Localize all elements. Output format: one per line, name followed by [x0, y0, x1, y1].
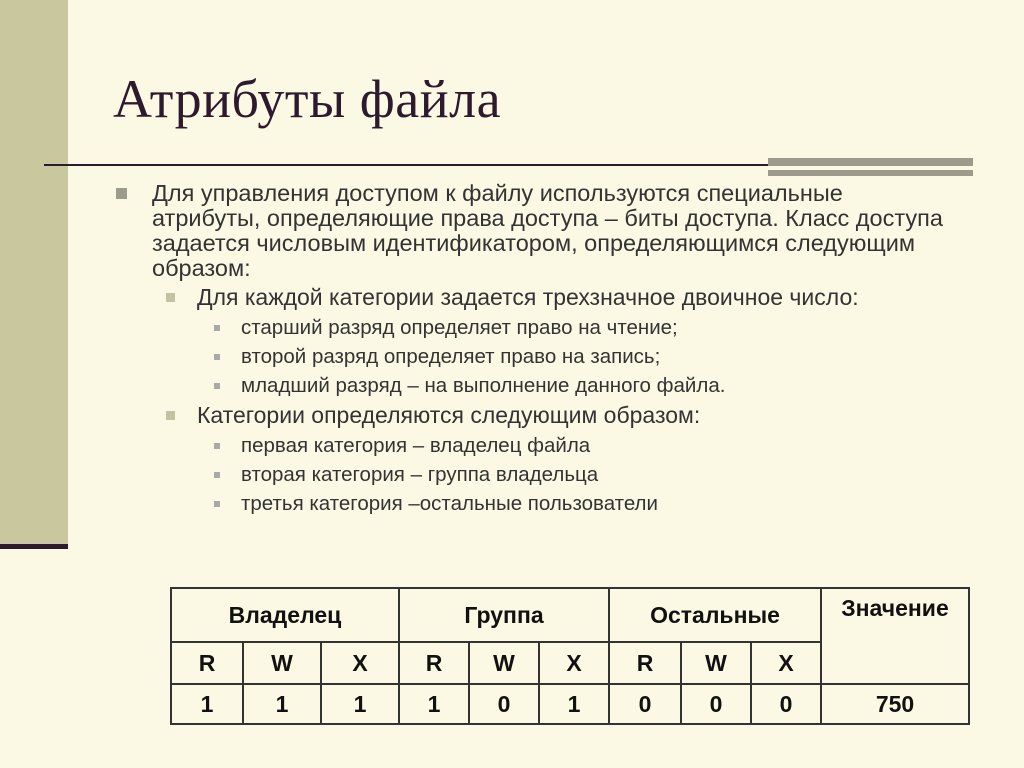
list-item-text: третья категория –остальные пользователи	[241, 492, 658, 515]
list-item-text: вторая категория – группа владельца	[241, 463, 599, 486]
bit-header: R	[171, 642, 243, 684]
bullet-square-icon	[116, 188, 127, 199]
slide-title: Атрибуты файла	[113, 69, 502, 129]
list-item	[214, 492, 658, 516]
list-item	[214, 434, 590, 458]
bit-header: W	[469, 642, 539, 684]
numeric-value: 750	[821, 684, 969, 724]
bit-value: 0	[609, 684, 681, 724]
bit-header: R	[399, 642, 469, 684]
list-item	[214, 463, 598, 487]
bit-value: 1	[243, 684, 321, 724]
bit-value: 1	[399, 684, 469, 724]
bullet-main-text: Для управления доступом к файлу используются специальные атрибуты, определяющие права доступа – биты доступа. Класс доступа задается числовым идентификатором, определяющимся следующим образом:	[152, 180, 943, 281]
header-value: Значение	[821, 588, 969, 684]
list-item	[214, 316, 678, 340]
bit-header: X	[751, 642, 821, 684]
left-decor-strip	[0, 0, 68, 548]
bit-value: 0	[681, 684, 751, 724]
bullet-square-icon	[214, 472, 220, 478]
list-item-text: младший разряд – на выполнение данного файла.	[241, 374, 726, 397]
table-header-row	[171, 588, 969, 642]
header-owner: Владелец	[171, 588, 399, 642]
bit-header: X	[321, 642, 399, 684]
list-item-text: первая категория – владелец файла	[241, 434, 591, 457]
list-item	[214, 374, 725, 398]
bit-value: 1	[321, 684, 399, 724]
left-decor-underline	[0, 544, 68, 549]
bit-value: 1	[171, 684, 243, 724]
bit-header: R	[609, 642, 681, 684]
list-item-text: старший разряд определяет право на чтение;	[241, 316, 678, 339]
permissions-table	[170, 587, 970, 725]
bit-header: W	[243, 642, 321, 684]
bullet-square-icon	[214, 383, 220, 389]
bit-value: 0	[751, 684, 821, 724]
title-accent	[768, 158, 973, 178]
list-item-text: второй разряд определяет право на запись;	[241, 345, 661, 368]
bullet-sub2	[166, 403, 700, 428]
bullet-sub1-text: Для каждой категории задается трехзначное двоичное число:	[197, 284, 859, 310]
bullet-square-icon	[166, 293, 175, 302]
bullet-square-icon	[166, 411, 175, 420]
bullet-square-icon	[214, 325, 220, 331]
bit-value: 1	[539, 684, 609, 724]
bullet-square-icon	[214, 501, 220, 507]
bullet-sub2-text: Категории определяются следующим образом:	[197, 402, 701, 428]
bullet-square-icon	[214, 354, 220, 360]
table-row	[171, 684, 969, 724]
bit-header: X	[539, 642, 609, 684]
bullet-square-icon	[214, 443, 220, 449]
bit-value: 0	[469, 684, 539, 724]
bullet-sub1	[166, 285, 859, 310]
header-group: Группа	[399, 588, 609, 642]
header-others: Остальные	[609, 588, 821, 642]
bullet-main	[116, 181, 976, 281]
bit-header: W	[681, 642, 751, 684]
list-item	[214, 345, 660, 369]
